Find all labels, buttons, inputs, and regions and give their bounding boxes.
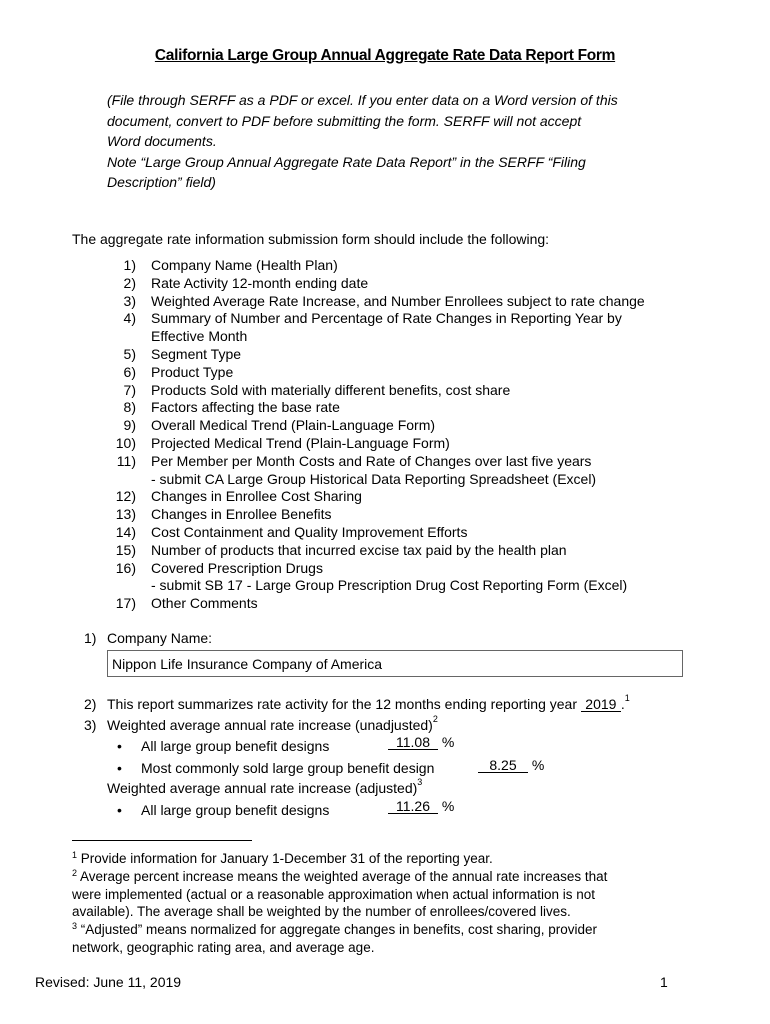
list-text: Cost Containment and Quality Improvement Efforts [151,523,468,540]
percent-sign: % [441,734,455,750]
list-item [88,417,645,435]
list-item [88,488,645,506]
list-item [88,328,645,346]
list-item [88,364,645,382]
intro-line: document, convert to PDF before submitting the form. SERFF will not accept [107,112,582,129]
list-text: Per Member per Month Costs and Rate of Changes over last five years [151,452,592,469]
list-text: Changes in Enrollee Cost Sharing [151,488,362,505]
intro-line: (File through SERFF as a PDF or excel. If you enter data on a Word version of this [107,92,618,108]
footnote-divider [72,840,252,841]
q2-period: . [620,696,625,712]
bullet-icon: • [117,738,122,754]
intro-line: Description” field) [107,174,216,190]
intro-note [107,90,618,193]
list-number: 1) [123,257,136,273]
footnote-line [72,921,607,939]
list-item [88,577,645,595]
footnote-text: available). The average shall be weighted by the number of enrollees/covered lives. [72,904,571,920]
list-number: 16) [115,559,136,576]
list-text: Overall Medical Trend (Plain-Language Form) [151,417,436,434]
list-number: 13) [115,506,136,523]
revised-date: Revised: June 11, 2019 [35,974,182,990]
list-number: 8) [123,399,136,416]
list-text: - submit SB 17 - Large Group Prescription Drug Cost Reporting Form (Excel) [151,577,628,594]
list-text: Other Comments [151,595,258,612]
list-text: Rate Activity 12-month ending date [151,274,369,291]
list-item [88,346,645,364]
list-number: 6) [123,363,136,380]
footnote-line [72,868,607,886]
list-text: - submit CA Large Group Historical Data Reporting Spreadsheet (Excel) [151,470,597,487]
intro-line: Note “Large Group Annual Aggregate Rate Data Report” in the SERFF “Filing [107,153,586,170]
footnote-marker: 3 [72,921,78,932]
q2-line [107,693,630,712]
list-text: Products Sold with materially different benefits, cost share [151,381,511,398]
adjusted-text: Weighted average annual rate increase (adjusted) [107,780,418,796]
list-number: 2) [123,274,136,291]
adjusted-line [107,777,423,796]
list-lead: The aggregate rate information submission form should include the following: [72,231,550,247]
q3-text: Weighted average annual rate increase (unadjusted) [107,717,433,733]
list-item [88,595,645,613]
q2-number: 2) [84,696,97,712]
list-item [88,293,645,311]
footnote-text: Average percent increase means the weighted average of the annual rate increases that [77,868,608,884]
list-number: 4) [123,310,136,327]
list-number: 14) [115,523,136,540]
all-designs-unadjusted-field[interactable]: 11.08 [388,735,438,750]
list-text: Company Name (Health Plan) [151,257,338,273]
footnote-marker: 1 [72,850,78,860]
q1-number: 1) [84,630,97,646]
list-text: Weighted Average Rate Increase, and Number Enrollees subject to rate change [151,292,645,309]
list-item [88,435,645,453]
bullet1-value-wrap [388,734,454,750]
most-common-design-field[interactable]: 8.25 [478,758,528,773]
page-number: 1 [660,974,668,990]
list-item [88,506,645,524]
footnote-marker: 2 [72,867,78,878]
list-text: Changes in Enrollee Benefits [151,506,332,523]
bullet3-text: All large group benefit designs [141,802,330,818]
list-item [88,382,645,400]
list-item [88,399,645,417]
list-text: Projected Medical Trend (Plain-Language Form) [151,434,450,451]
q2-text: This report summarizes rate activity for the 12 months ending reporting year [107,696,577,712]
percent-sign: % [531,757,545,773]
list-text: Covered Prescription Drugs [151,559,323,576]
list-item [88,453,645,471]
all-designs-adjusted-field[interactable]: 11.26 [388,799,438,814]
list-item [88,524,645,542]
list-text: Number of products that incurred excise tax paid by the health plan [151,541,567,558]
footnote-text: were implemented (actual or a reasonable approximation when actual information is not [72,886,596,902]
footnote-line [72,886,607,904]
requirements-list [88,257,645,613]
list-text: Summary of Number and Percentage of Rate Changes in Reporting Year by [151,310,622,327]
intro-line: Word documents. [107,133,217,149]
list-text: Product Type [151,363,234,380]
list-number: 17) [115,595,136,612]
bullet2-text: Most commonly sold large group benefit design [141,760,435,776]
list-text: Segment Type [151,345,242,362]
list-number: 3) [123,292,136,309]
q3-number: 3) [84,717,97,733]
list-item [88,310,645,328]
list-number: 12) [115,488,136,505]
reporting-year-field[interactable]: 2019 [581,697,621,712]
list-item [88,275,645,293]
bullet1-text: All large group benefit designs [141,738,330,754]
footnote-text: network, geographic rating area, and average age. [72,939,375,955]
footnote-text: Provide information for January 1-December 31 of the reporting year. [77,851,493,866]
list-number: 10) [115,434,136,451]
footnotes [72,850,607,957]
list-text: Factors affecting the base rate [151,399,340,416]
footnote-ref-3: 3 [417,777,423,787]
bullet3-value-wrap [388,798,454,814]
footnote-line [72,939,607,957]
list-number: 11) [116,452,136,469]
footnote-line [72,903,607,921]
percent-sign: % [441,798,455,814]
list-number: 7) [123,381,136,398]
bullet2-value-wrap [478,757,544,773]
list-number: 5) [123,345,136,362]
company-name-field[interactable]: Nippon Life Insurance Company of America [107,650,683,677]
list-item [88,560,645,578]
q1-label: Company Name: [107,630,213,646]
list-item [88,471,645,489]
footnote-text: “Adjusted” means normalized for aggregate changes in benefits, cost sharing, provider [77,922,598,938]
page-title: California Large Group Annual Aggregate Rate Data Report Form [154,47,616,64]
bullet-icon: • [117,802,122,818]
footnote-line [72,850,607,868]
bullet-icon: • [117,760,122,776]
list-number: 15) [115,541,136,558]
footnote-ref-1: 1 [624,693,630,703]
list-text: Effective Month [151,328,248,345]
list-number: 9) [123,417,136,434]
list-item [88,542,645,560]
footnote-ref-2: 2 [432,714,438,724]
list-item [88,257,645,275]
q3-line [107,714,438,733]
